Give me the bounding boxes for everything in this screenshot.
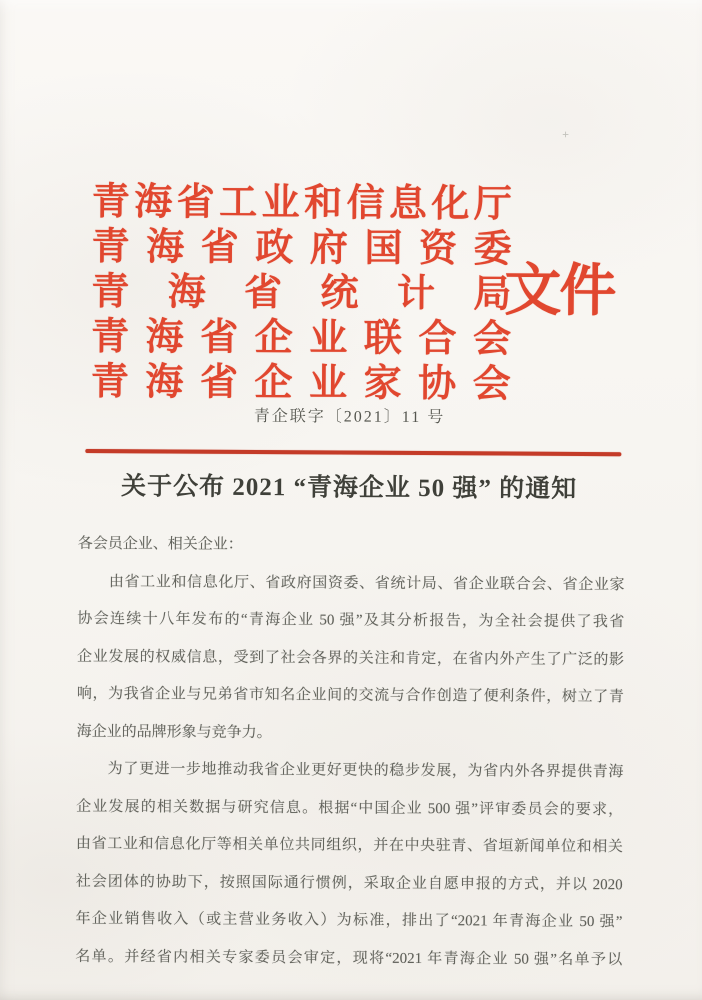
body-line: 响，为我省企业与兄弟省市知名企业间的交流与合作创造了便利条件，树立了青 [76, 685, 624, 706]
org-line-1: 青海省工业和信息化厅 [91, 180, 512, 226]
doc-type-label: 文件 [504, 259, 615, 323]
body-line: 年企业销售收入（或主营业务收入）为标准，排出了“2021 年青海企业 50 强” [75, 910, 623, 931]
org-line-4: 青海省企业联合会 [90, 315, 512, 361]
body-line: 企业发展的权威信息，受到了社会各界的关注和肯定，在省内外产生了广泛的影 [77, 648, 625, 668]
body-line: 协会连续十八年发布的“青海企业 50 强”及其分析报告，为全社会提供了我省 [77, 610, 625, 631]
document-title: 关于公布 2021 “青海企业 50 强” 的通知 [120, 473, 578, 503]
body-line: 为了更进一步地推动我省企业更好更快的稳步发展，为省内外各界提供青海 [76, 760, 624, 781]
registration-mark: + [562, 127, 569, 141]
salutation: 各会员企业、相关企业： [77, 535, 243, 553]
letterhead-organizations [91, 180, 512, 408]
org-line-5: 青海省企业家协会 [90, 360, 511, 406]
org-line-2: 青海省政府国资委 [91, 225, 512, 271]
reference-number: 青企联字〔2021〕11 号 [253, 407, 446, 427]
body-line: 由省工业和信息化厅等相关单位共同组织，并在中央驻青、省垣新闻单位和相关 [75, 835, 623, 856]
org-line-3: 青海省统计局 [91, 270, 512, 316]
red-divider-line [85, 449, 621, 456]
body-line: 企业发展的相关数据与研究信息。根据“中国企业 500 强”评审委员会的要求， [76, 798, 624, 818]
body-line: 社会团体的协助下，按照国际通行惯例，采取企业自愿申报的方式，并以 2020 [75, 873, 623, 893]
body-line: 海企业的品牌形象与竞争力。 [76, 723, 272, 741]
body-line: 名单。并经省内相关专家委员会审定，现将“2021 年青海企业 50 强”名单予以 [75, 948, 623, 968]
body-line: 由省工业和信息化厅、省政府国资委、省统计局、省企业联合会、省企业家 [77, 573, 625, 593]
letterhead [91, 180, 615, 408]
document-body [75, 526, 625, 979]
